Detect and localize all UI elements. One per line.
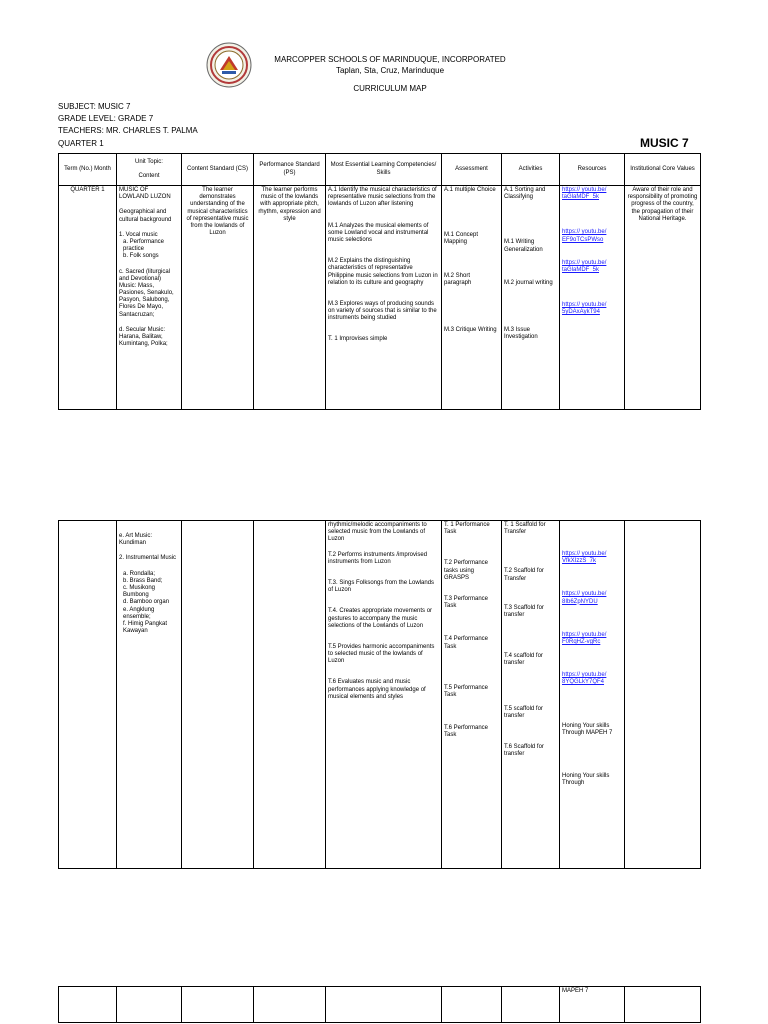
col-header-assessment: Assessment [442, 154, 502, 186]
instrument-item: d. Bamboo organ [123, 599, 170, 606]
resource-link[interactable]: https:// youtu.be/ 5yDAxAykT94 [562, 302, 607, 316]
unit-vocal-b: b. Folk songs [123, 253, 159, 260]
unit-cell [117, 186, 182, 410]
music-title: MUSIC 7 [640, 136, 689, 150]
instrument-item: b. Brass Band; [123, 577, 163, 584]
quarter-label: QUARTER 1 [58, 139, 104, 148]
melc-a1: A.1 Identify the musical characteristics of representative music selections from the lowlands of Luzon after listening [328, 187, 437, 208]
resource-link[interactable]: https:// youtu.be/ taGlaMDF_5k [562, 187, 607, 201]
unit-vocal: 1. Vocal music [119, 231, 158, 238]
assessment-t5: T.5 Performance Task [444, 684, 489, 698]
activity-a1: A.1 Sorting and Classifying [504, 187, 546, 201]
col-header-ps: Performance Standard (PS) [254, 154, 326, 186]
teachers-label: TEACHERS: MR. CHARLES T. PALMA [58, 126, 198, 135]
assessment-t4: T.4 Performance Task [444, 636, 489, 650]
activities-cell [502, 987, 560, 1023]
school-name: MARCOPPER SCHOOLS OF MARINDUQUE, INCORPORATED [274, 55, 506, 64]
activity-t5: T.5 scaffold for transfer [504, 705, 543, 719]
resource-link[interactable]: https:// youtu.be/ taGlaMDF_5k [562, 259, 607, 273]
melc-t6: T.6 Evaluates music and music performances applying knowledge of musical elements and styles [328, 679, 426, 700]
col-header-resources: Resources [560, 154, 625, 186]
activity-t2: T.2 Scaffold for Transfer [504, 568, 544, 582]
core-values-cell: Aware of their role and responsibility of promoting progress of the country, the propagation of their National Heritage. [625, 186, 701, 410]
grade-level-label: GRADE LEVEL: GRADE 7 [58, 114, 154, 123]
unit-cell [117, 987, 182, 1023]
core-values-cell [625, 521, 701, 869]
melc-t1: T. 1 Improvises simple [328, 336, 388, 343]
content-standard-cell [182, 987, 254, 1023]
school-address: Taplan, Sta, Cruz, Marinduque [335, 66, 445, 75]
unit-background: Geographical and cultural background [119, 209, 172, 223]
content-standard-cell: The learner demonstrates understanding of the musical characteristics of representative music from the lowlands of Luzon [182, 186, 254, 410]
curriculum-table-page2 [58, 520, 701, 869]
melc-m2: M.2 Explains the distinguishing characteristics of representative Philippine music selections from Luzon in relation to its culture and geography [328, 258, 438, 286]
melc-cell [326, 186, 442, 410]
col-header-melc: Most Essential Learning Competencies/ Skills [326, 154, 442, 186]
resource-link[interactable]: https:// youtu.be/ 8Ib6ZpNYDU [562, 591, 607, 605]
assessment-a1: A.1 multiple Choice [444, 187, 496, 193]
instrument-item: a. Rondalla; [123, 570, 156, 577]
activity-t3: T.3 Scaffold for transfer [504, 604, 544, 618]
activity-m3: M.3 Issue Investigation [504, 326, 538, 341]
resources-cell: MAPEH 7 [560, 987, 625, 1023]
col-header-values: Institutional Core Values [625, 154, 701, 186]
instrument-item: c. Musikong Bumbong [123, 584, 156, 599]
assessment-t6: T.6 Performance Task [444, 725, 489, 739]
content-standard-cell [182, 521, 254, 869]
activity-t6: T.6 Scaffold for transfer [504, 743, 544, 758]
melc-m1: M.1 Analyzes the musical elements of some Lowland vocal and instrumental music selections [328, 222, 429, 243]
term-cell [59, 987, 117, 1023]
unit-art-music: e. Art Music: Kundiman [119, 533, 153, 547]
term-cell: QUARTER 1 [59, 186, 117, 410]
assessment-t1: T. 1 Performance Task [444, 522, 490, 536]
resource-link[interactable]: https:// youtu.be/ VfkXIzzS_7k [562, 551, 607, 565]
melc-cell [326, 521, 442, 869]
col-header-term: Term (No.) Month [59, 154, 117, 186]
assessment-cell [442, 186, 502, 410]
resource-link[interactable]: https:// youtu.be/ 8YQGLkY7QF4 [562, 672, 607, 686]
instrument-item: f. Himig Pangkat Kawayan [123, 620, 168, 635]
curriculum-table-page3 [58, 986, 701, 1023]
table-row [59, 987, 701, 1023]
resources-cell [560, 186, 625, 410]
melc-m3: M.3 Explores ways of producing sounds on variety of sources that is similar to the instruments being studied [328, 300, 437, 322]
subject-label: SUBJECT: MUSIC 7 [58, 102, 131, 111]
unit-instrumental: 2. Instrumental Music [119, 555, 177, 562]
unit-cell [117, 521, 182, 869]
col-header-activities: Activities [502, 154, 560, 186]
activity-t1: T. 1 Scaffold for Transfer [504, 522, 546, 536]
assessment-cell [442, 987, 502, 1023]
table-row [59, 521, 701, 869]
curriculum-table-page1 [58, 153, 701, 410]
resource-link[interactable]: https:// youtu.be/ EF9oTCsPWso [562, 229, 607, 243]
table-row [59, 186, 701, 410]
resource-link[interactable]: https:// youtu.be/ F0RqHZ-vgRc [562, 631, 607, 645]
melc-t1-cont: rhythmic/melodic accompaniments to selected music from the Lowlands of Luzon [328, 522, 427, 543]
document-title: CURRICULUM MAP [353, 84, 427, 93]
melc-t3: T.3. Sings Folksongs from the Lowlands of Luzon [328, 579, 435, 594]
unit-sacred: c. Sacred (liturgical and Devotional) Music: Mass, Pasiones, Senakulo, Pasyon, Salubong, Flores De Mayo, Santacruzan; [119, 268, 174, 318]
assessment-t3: T.3 Performance Task [444, 595, 489, 610]
instrument-item: e. Angklung ensemble; [123, 606, 155, 620]
melc-t2: T.2 Performs instruments /improvised instruments from Luzon [328, 551, 428, 565]
performance-standard-cell [254, 987, 326, 1023]
activities-cell [502, 186, 560, 410]
core-values-cell [625, 987, 701, 1023]
performance-standard-cell: The learner performs music of the lowlands with appropriate pitch, rhythm, expression and style [254, 186, 326, 410]
book-reference: Honing Your skills Through MAPEH 7 [562, 722, 613, 736]
term-cell [59, 521, 117, 869]
table-header-row [59, 154, 701, 186]
col-header-unit: Unit Topic: Content [117, 154, 182, 186]
activity-m1: M.1 Writing Generalization [504, 239, 543, 253]
book-reference: Honing Your skills Through [562, 772, 610, 787]
performance-standard-cell [254, 521, 326, 869]
assessment-cell [442, 521, 502, 869]
activity-m2: M.2 journal writing [504, 279, 553, 286]
activity-t4: T.4 scaffold for transfer [504, 653, 543, 667]
assessment-m3: M.3 Critique Writing [444, 326, 497, 333]
col-header-cs: Content Standard (CS) [182, 154, 254, 186]
school-seal [206, 42, 252, 88]
activities-cell [502, 521, 560, 869]
assessment-m1: M.1 Concept Mapping [444, 232, 479, 246]
resources-cell [560, 521, 625, 869]
melc-t4: T.4. Creates appropriate movements or gestures to accompany the music selections of the Lowlands of Luzon [328, 608, 433, 629]
unit-secular: d. Secular Music: Harana, Balitaw, Kumintang, Polka; [119, 326, 168, 348]
melc-t5: T.5 Provides harmonic accompaniments to selected music of the lowlands of Luzon [328, 643, 435, 665]
assessment-t2: T.2 Performance tasks using GRASPS [444, 560, 489, 581]
melc-cell [326, 987, 442, 1023]
assessment-m2: M.2 Short paragraph [444, 272, 472, 286]
unit-vocal-a: a. Performance practice [123, 238, 165, 253]
unit-title: MUSIC OF LOWLAND LUZON [119, 187, 171, 201]
